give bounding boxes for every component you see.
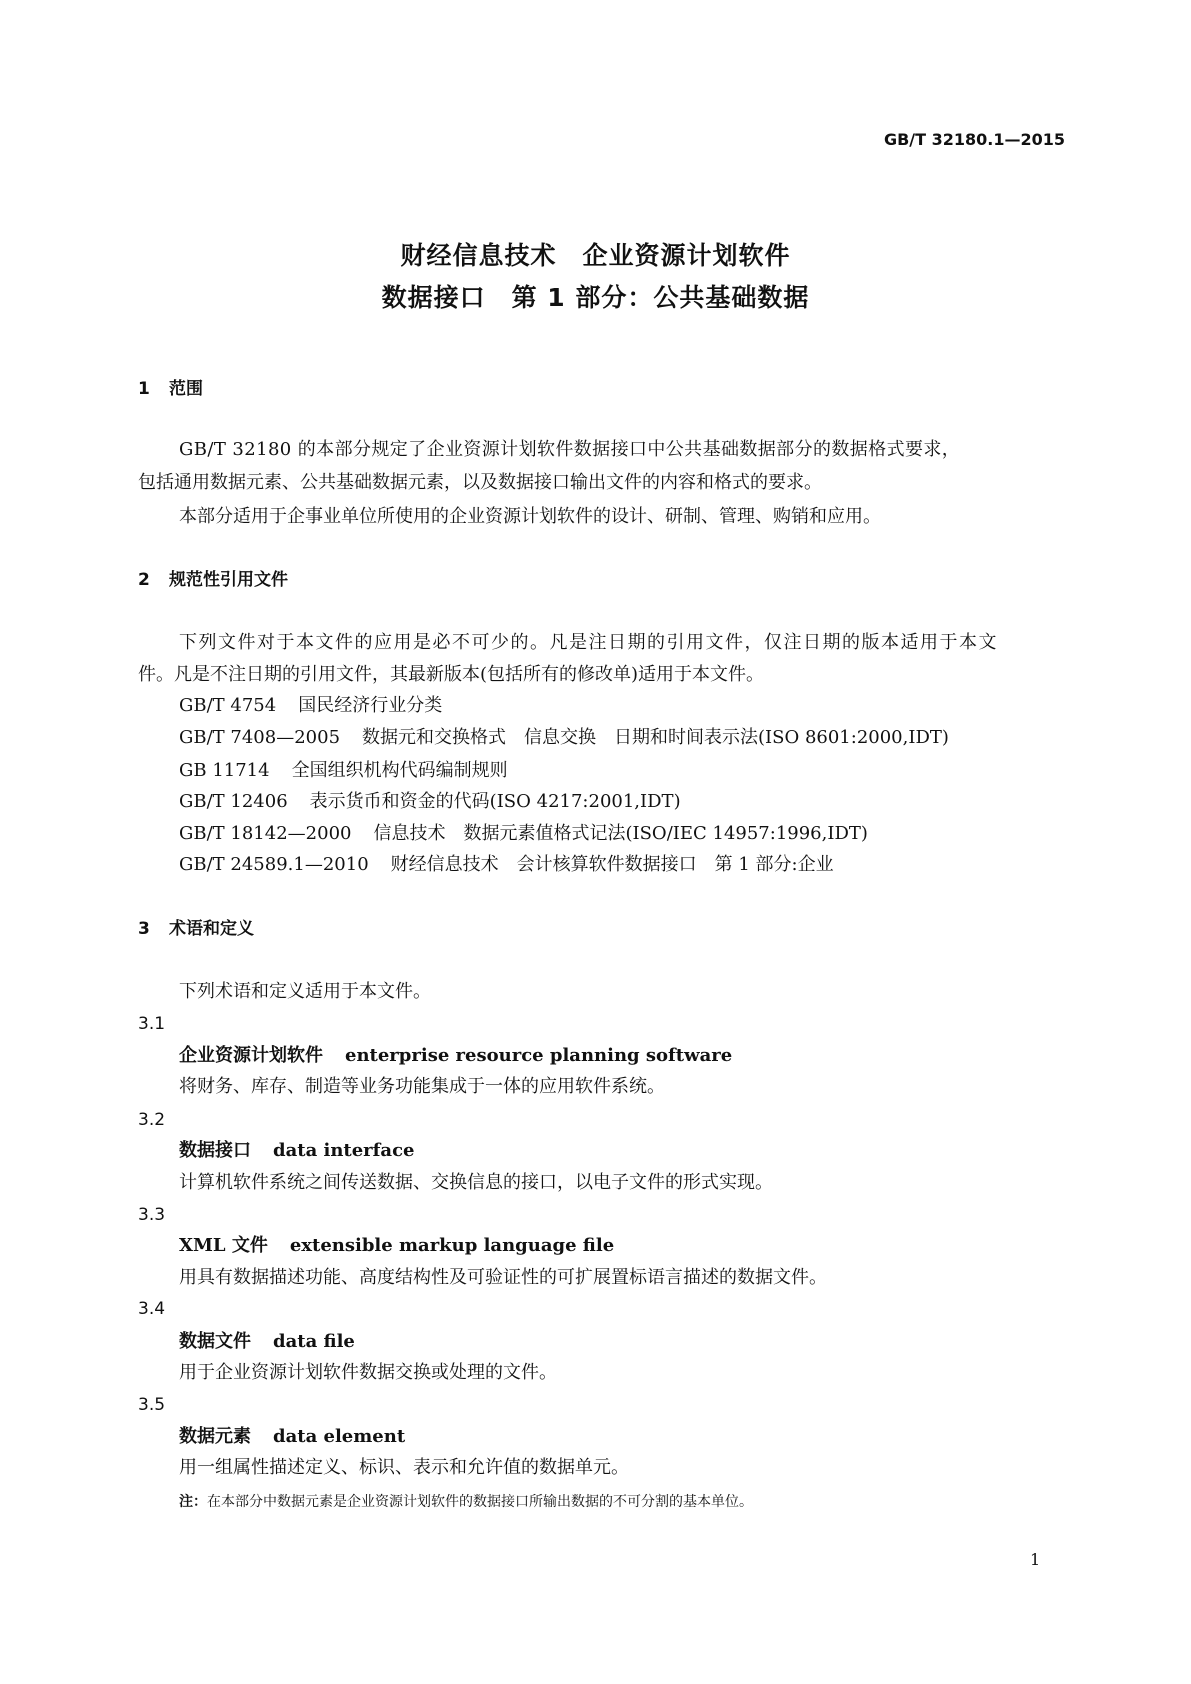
term-name xyxy=(179,1139,415,1163)
term-en: enterprise resource planning software xyxy=(345,1045,733,1066)
section-title: 规范性引用文件 xyxy=(169,570,288,590)
term-name xyxy=(179,1330,355,1354)
section-number: 1 xyxy=(138,379,150,399)
term-definition: 用具有数据描述功能、高度结构性及可验证性的可扩展置标语言描述的数据文件。 xyxy=(179,1267,827,1288)
title-line-2: 数据接口 第 1 部分：公共基础数据 xyxy=(381,283,810,312)
note xyxy=(179,1490,753,1514)
term-en: data interface xyxy=(273,1140,415,1161)
reference-item xyxy=(179,790,681,814)
section-1-heading xyxy=(138,377,203,401)
reference-item xyxy=(179,694,442,718)
term-definition: 用一组属性描述定义、标识、表示和允许值的数据单元。 xyxy=(179,1457,629,1478)
ref-title: 信息技术 数据元素值格式记法(ISO/IEC 14957:1996,IDT) xyxy=(373,823,868,844)
ref-code: GB/T 24589.1—2010 xyxy=(179,854,369,875)
term-name xyxy=(179,1234,614,1258)
reference-item xyxy=(179,822,868,846)
ref-title: 财经信息技术 会计核算软件数据接口 第 1 部分:企业 xyxy=(390,854,834,875)
ref-code: GB/T 12406 xyxy=(179,791,288,812)
term-number: 3.5 xyxy=(138,1395,166,1415)
term-definition: 将财务、库存、制造等业务功能集成于一体的应用软件系统。 xyxy=(179,1076,665,1097)
title-line-1: 财经信息技术 企业资源计划软件 xyxy=(400,241,791,270)
reference-item xyxy=(179,726,949,750)
paragraph: 下列术语和定义适用于本文件。 xyxy=(179,981,431,1002)
section-title: 术语和定义 xyxy=(169,919,254,939)
section-title: 范围 xyxy=(169,379,203,399)
term-number: 3.1 xyxy=(138,1014,166,1034)
paragraph: 下列文件对于本文件的应用是必不可少的。凡是注日期的引用文件，仅注日期的版本适用于本文 xyxy=(179,632,998,653)
page-number: 1 xyxy=(1030,1550,1041,1569)
term-en: data file xyxy=(273,1331,355,1352)
term-definition: 计算机软件系统之间传送数据、交换信息的接口，以电子文件的形式实现。 xyxy=(179,1172,773,1193)
paragraph: 包括通用数据元素、公共基础数据元素，以及数据接口输出文件的内容和格式的要求。 xyxy=(138,472,822,493)
note-label: 注： xyxy=(179,1494,207,1510)
ref-title: 国民经济行业分类 xyxy=(298,695,443,716)
ref-title: 数据元和交换格式 信息交换 日期和时间表示法(ISO 8601:2000,IDT) xyxy=(362,727,949,748)
ref-title: 表示货币和资金的代码(ISO 4217:2001,IDT) xyxy=(309,791,681,812)
ref-code: GB/T 4754 xyxy=(179,695,277,716)
ref-title: 全国组织机构代码编制规则 xyxy=(291,760,508,781)
ref-code: GB/T 18142—2000 xyxy=(179,823,352,844)
term-en: extensible markup language file xyxy=(289,1235,615,1256)
term-zh: 企业资源计划软件 xyxy=(179,1045,323,1066)
term-name xyxy=(179,1425,405,1449)
paragraph: 本部分适用于企事业单位所使用的企业资源计划软件的设计、研制、管理、购销和应用。 xyxy=(179,506,881,527)
term-number: 3.3 xyxy=(138,1205,166,1225)
standard-number: GB/T 32180.1—2015 xyxy=(883,130,1065,149)
term-number: 3.4 xyxy=(138,1299,166,1319)
note-text: 在本部分中数据元素是企业资源计划软件的数据接口所输出数据的不可分割的基本单位。 xyxy=(207,1494,753,1510)
paragraph: 件。凡是不注日期的引用文件，其最新版本(包括所有的修改单)适用于本文件。 xyxy=(138,664,765,685)
ref-code: GB 11714 xyxy=(179,760,270,781)
term-number: 3.2 xyxy=(138,1110,166,1130)
section-number: 3 xyxy=(138,919,150,939)
section-2-heading xyxy=(138,568,288,592)
term-zh: 数据接口 xyxy=(179,1140,251,1161)
paragraph: GB/T 32180 的本部分规定了企业资源计划软件数据接口中公共基础数据部分的数据格式要求， xyxy=(179,439,961,460)
term-zh: 数据元素 xyxy=(179,1426,251,1447)
term-zh: XML 文件 xyxy=(179,1235,268,1256)
reference-item xyxy=(179,759,508,783)
ref-code: GB/T 7408—2005 xyxy=(179,727,341,748)
section-3-heading xyxy=(138,917,254,941)
term-definition: 用于企业资源计划软件数据交换或处理的文件。 xyxy=(179,1362,557,1383)
section-number: 2 xyxy=(138,570,150,590)
term-en: data element xyxy=(273,1426,406,1447)
term-zh: 数据文件 xyxy=(179,1331,251,1352)
reference-item xyxy=(179,853,834,877)
term-name xyxy=(179,1044,732,1068)
